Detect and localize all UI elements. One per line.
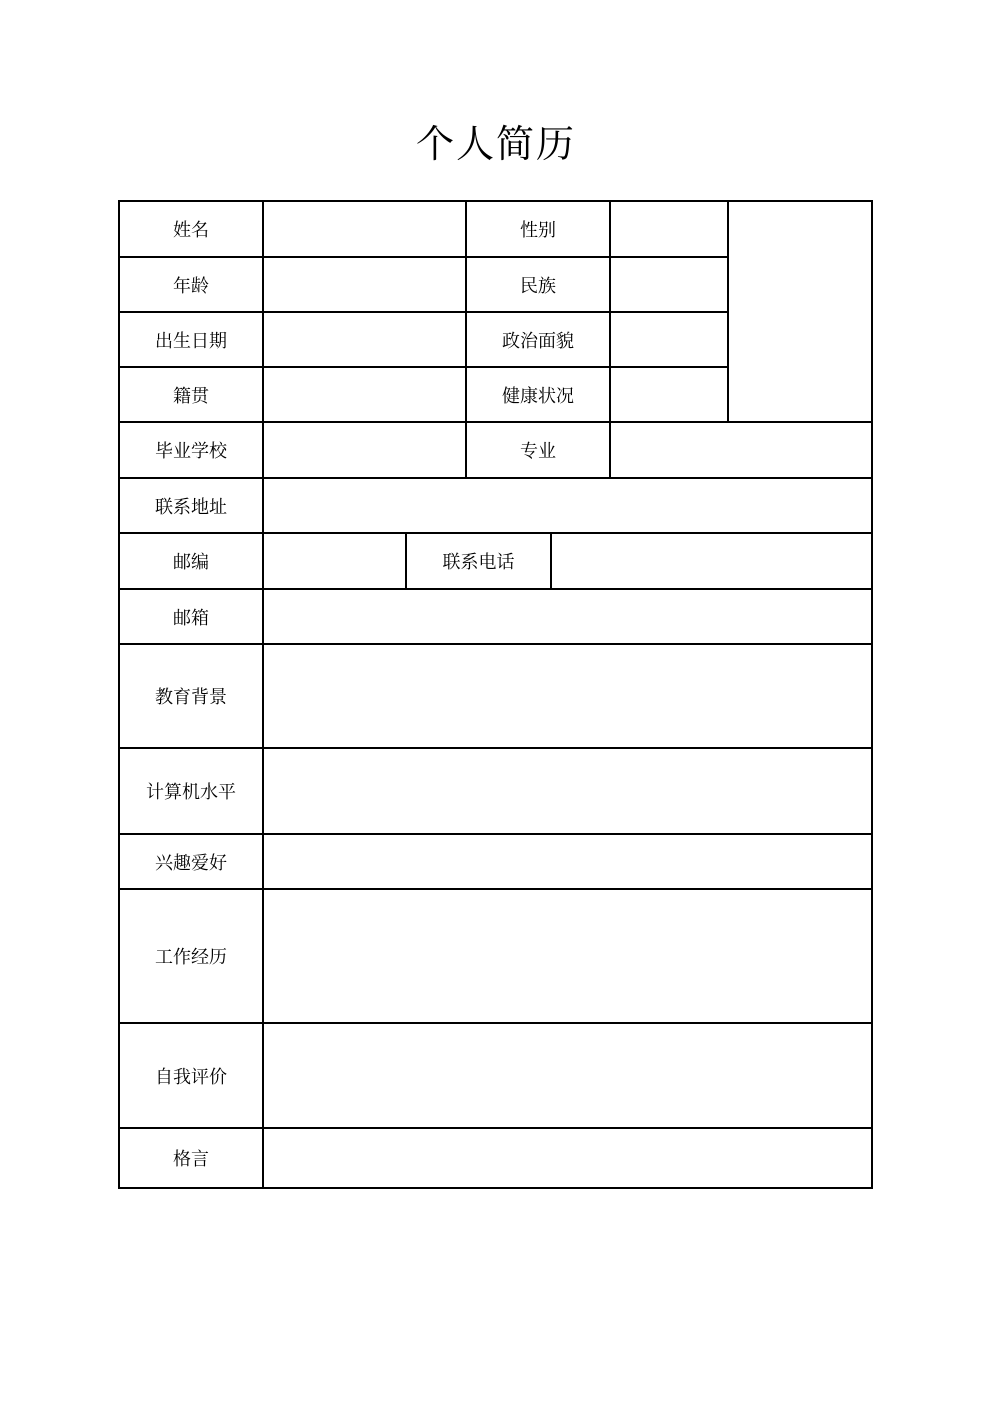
label-work-experience-text: 工作经历 xyxy=(155,947,227,968)
native-place-field[interactable] xyxy=(262,366,467,423)
label-birth-date-text: 出生日期 xyxy=(155,330,227,352)
hobbies-field[interactable] xyxy=(262,833,873,890)
label-postcode xyxy=(118,532,264,590)
label-name xyxy=(118,200,264,258)
label-age-text: 年龄 xyxy=(173,275,209,297)
label-hobbies-text: 兴趣爱好 xyxy=(155,852,227,874)
label-work-experience xyxy=(118,888,264,1024)
label-birth-date xyxy=(118,311,264,368)
health-field[interactable] xyxy=(609,366,729,423)
label-name-text: 姓名 xyxy=(173,220,209,241)
label-political-status-text: 政治面貌 xyxy=(502,330,574,352)
age-field[interactable] xyxy=(262,256,467,313)
education-field[interactable] xyxy=(262,643,873,749)
page-title: 个人简历 xyxy=(415,122,576,166)
political-status-field[interactable] xyxy=(609,311,729,368)
label-school xyxy=(118,421,264,479)
label-major-text: 专业 xyxy=(520,441,556,462)
computer-skill-field[interactable] xyxy=(262,747,873,835)
birth-date-field[interactable] xyxy=(262,311,467,368)
label-school-text: 毕业学校 xyxy=(155,441,227,462)
label-address xyxy=(118,477,264,534)
label-email-text: 邮箱 xyxy=(173,607,209,629)
postcode-field[interactable] xyxy=(262,532,407,590)
address-field[interactable] xyxy=(262,477,873,534)
self-evaluation-field[interactable] xyxy=(262,1022,873,1129)
work-experience-field[interactable] xyxy=(262,888,873,1024)
label-motto-text: 格言 xyxy=(173,1149,209,1170)
label-phone xyxy=(405,532,552,590)
label-gender xyxy=(465,200,611,258)
label-ethnicity xyxy=(465,256,611,313)
label-self-evaluation xyxy=(118,1022,264,1129)
name-field[interactable] xyxy=(262,200,467,258)
gender-field[interactable] xyxy=(609,200,729,258)
label-computer-skill xyxy=(118,747,264,835)
label-hobbies xyxy=(118,833,264,890)
photo-box[interactable] xyxy=(727,200,873,423)
email-field[interactable] xyxy=(262,588,873,645)
motto-field[interactable] xyxy=(262,1127,873,1189)
label-native-place-text: 籍贯 xyxy=(173,385,209,407)
label-major xyxy=(465,421,611,479)
label-address-text: 联系地址 xyxy=(155,496,227,518)
label-gender-text: 性别 xyxy=(520,220,556,241)
ethnicity-field[interactable] xyxy=(609,256,729,313)
label-education-text: 教育背景 xyxy=(155,687,227,708)
label-email xyxy=(118,588,264,645)
school-field[interactable] xyxy=(262,421,467,479)
label-education xyxy=(118,643,264,749)
major-field[interactable] xyxy=(609,421,873,479)
label-political-status xyxy=(465,311,611,368)
label-health-text: 健康状况 xyxy=(502,385,574,407)
label-health xyxy=(465,366,611,423)
label-age xyxy=(118,256,264,313)
label-phone-text: 联系电话 xyxy=(442,552,515,573)
label-self-evaluation-text: 自我评价 xyxy=(155,1066,227,1088)
label-native-place xyxy=(118,366,264,423)
label-ethnicity-text: 民族 xyxy=(520,275,556,297)
phone-field[interactable] xyxy=(550,532,873,590)
label-computer-skill-text: 计算机水平 xyxy=(146,782,236,803)
label-postcode-text: 邮编 xyxy=(173,552,209,573)
label-motto xyxy=(118,1127,264,1189)
